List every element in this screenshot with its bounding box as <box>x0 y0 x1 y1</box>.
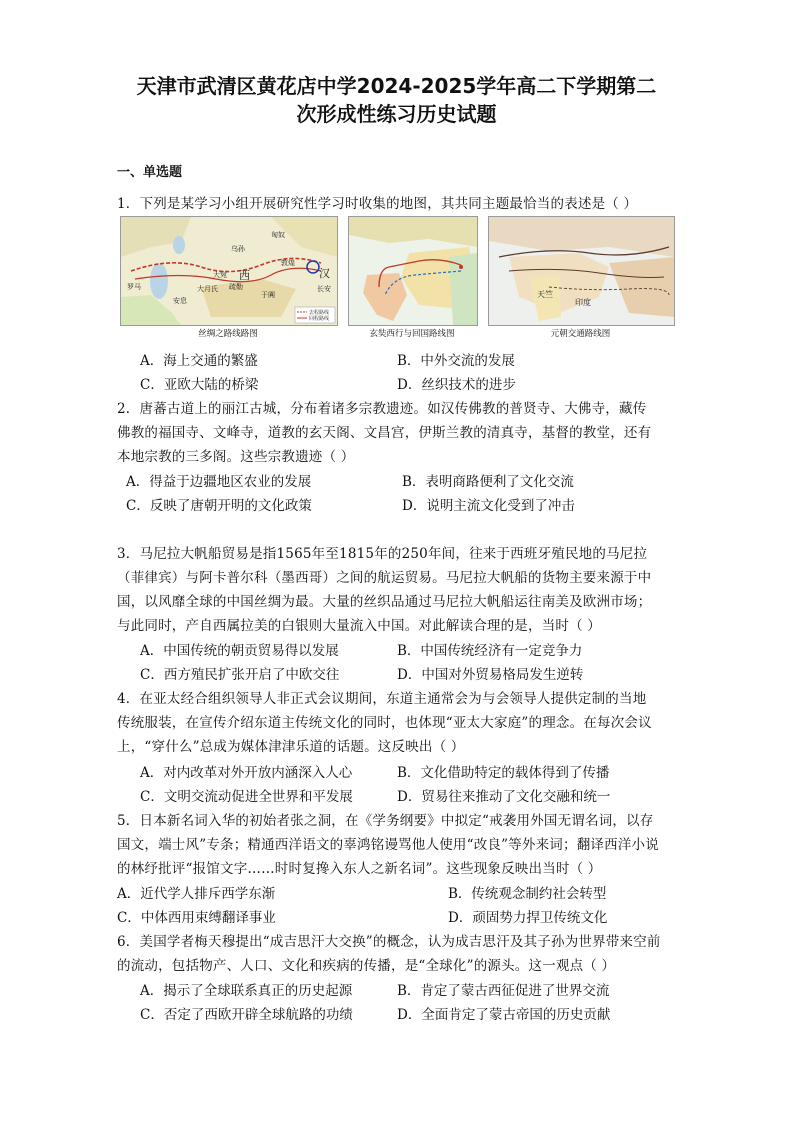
q6-option-a[interactable]: A．揭示了全球联系真正的历史起源 <box>140 983 353 999</box>
section-heading: 一、单选题 <box>117 165 183 180</box>
map3-caption: 元朝交通路线图 <box>550 329 611 339</box>
map1-legend-go: 去程路线 <box>309 310 330 316</box>
map2-caption: 玄奘西行与回国路线图 <box>369 329 455 339</box>
q2-stem-line2: 佛教的福国寺、文峰寺，道教的玄天阁、文昌宫，伊斯兰教的清真寺，基督的教堂，还有 <box>117 425 652 441</box>
yuan-traffic-map <box>488 216 675 326</box>
q2-stem-line1: 2．唐蕃古道上的丽江古城，分布着诸多宗教遗迹。如汉传佛教的普贤寺、大佛寺，藏传 <box>117 401 647 417</box>
q2-option-a[interactable]: A．得益于边疆地区农业的发展 <box>126 474 312 490</box>
q3-option-c[interactable]: C．西方殖民扩张开启了中欧交往 <box>140 667 340 683</box>
q3-stem-line3: 国，以风靡全球的中国丝绸为最。大量的丝织品通过马尼拉大帆船运往南美及欧洲市场； <box>117 594 652 610</box>
q1-option-c[interactable]: C．亚欧大陆的桥梁 <box>140 377 259 393</box>
q2-option-d[interactable]: D．说明主流文化受到了冲击 <box>402 498 575 514</box>
map1-label-dayuan: 大宛 <box>213 271 227 279</box>
q1-option-d[interactable]: D．丝织技术的进步 <box>397 377 516 393</box>
q1-option-a[interactable]: A．海上交通的繁盛 <box>140 353 258 369</box>
map1-caption: 丝绸之路线路图 <box>198 329 258 339</box>
q2-option-b[interactable]: B．表明商路便利了文化交流 <box>402 474 574 490</box>
q5-stem-line3: 的林纾批评“报馆文字……时时复搀入东人之新名词”。这些现象反映出当时（ ） <box>117 861 602 877</box>
q6-stem-line1: 6．美国学者梅天穆提出“成吉思汗大交换”的概念，认为成吉思汗及其子孙为世界带来空前 <box>117 934 661 950</box>
map1-label-changan: 长安 <box>317 285 331 293</box>
document-title-line2: 次形成性练习历史试题 <box>296 102 497 126</box>
q5-option-c[interactable]: C．中体西用束缚翻译事业 <box>117 910 276 926</box>
q2-option-c[interactable]: C．反映了唐朝开明的文化政策 <box>126 498 312 514</box>
q4-option-d[interactable]: D．贸易往来推动了文化交融和统一 <box>397 789 611 805</box>
map1-label-xiongnu: 匈奴 <box>271 231 285 239</box>
map3-label-yindu: 印度 <box>575 298 591 307</box>
q3-option-a[interactable]: A．中国传统的朝贡贸易得以发展 <box>140 643 339 659</box>
q5-stem-line2: 国文，端士风”专条；精通西洋语文的辜鸿铭谩骂他人使用“改良”等外来词；翻译西洋小说 <box>117 837 659 853</box>
q5-option-b[interactable]: B．传统观念制约社会转型 <box>448 886 607 902</box>
q6-option-b[interactable]: B．肯定了蒙古西征促进了世界交流 <box>397 983 610 999</box>
map1-label-luoma: 罗马 <box>127 283 141 291</box>
q3-option-d[interactable]: D．中国对外贸易格局发生逆转 <box>397 667 584 683</box>
q4-stem-line3: 上，“穿什么”总成为媒体津津乐道的话题。这反映出（ ） <box>117 739 465 755</box>
map1-legend-back: 回程路线 <box>309 316 330 322</box>
xuanzang-route-map <box>348 216 478 326</box>
q5-stem-line1: 5．日本新名词入华的初始者张之洞，在《学务纲要》中拟定“戒袭用外国无谓名词，以存 <box>117 813 654 829</box>
q4-stem-line1: 4．在亚太经合组织领导人非正式会议期间，东道主通常会为与会领导人提供定制的当地 <box>117 691 647 707</box>
document-title-line1: 天津市武清区黄花店中学2024-2025学年高二下学期第二 <box>136 74 657 98</box>
q6-option-d[interactable]: D．全面肯定了蒙古帝国的历史贡献 <box>397 1007 611 1023</box>
q4-option-c[interactable]: C．文明交流动促进全世界和平发展 <box>140 789 353 805</box>
map3-label-tianzhu: 天竺 <box>537 290 553 299</box>
q6-option-c[interactable]: C．否定了西欧开辟全球航路的功绩 <box>140 1007 353 1023</box>
map1-label-dunhuang: 敦煌 <box>281 259 295 267</box>
map1-label-yutian: 于阗 <box>261 291 275 299</box>
q4-stem-line2: 传统服装，在宣传介绍东道主传统文化的同时，也体现“亚太大家庭”的理念。在每次会议 <box>117 715 652 731</box>
map1-label-dayuezhi: 大月氏 <box>197 285 218 293</box>
q2-stem-line3: 本地宗教的三多阁。这些宗教遗迹（ ） <box>117 449 355 465</box>
q4-option-a[interactable]: A．对内改革对外开放内涵深入人心 <box>140 765 353 781</box>
map1-label-anxi: 安息 <box>173 297 187 305</box>
map1-label-xi: 西 <box>239 269 250 282</box>
q5-option-a[interactable]: A．近代学人排斥西学东渐 <box>117 886 276 902</box>
map1-label-shule: 疏勒 <box>229 283 243 291</box>
q5-option-d[interactable]: D．顽固势力捍卫传统文化 <box>448 910 608 926</box>
map1-label-han: 汉 <box>319 267 330 280</box>
q3-stem-line4: 与此同时，产自西属拉美的白银则大量流入中国。对此解读合理的是，当时（ ） <box>117 618 601 634</box>
q3-option-b[interactable]: B．中国传统经济有一定竞争力 <box>397 643 583 659</box>
q4-option-b[interactable]: B．文化借助特定的载体得到了传播 <box>397 765 610 781</box>
q1-option-b[interactable]: B．中外交流的发展 <box>397 353 515 369</box>
q1-stem: 1．下列是某学习小组开展研究性学习时收集的地图，其共同主题最恰当的表述是（ ） <box>117 196 638 212</box>
q3-stem-line2: （菲律宾）与阿卡普尔科（墨西哥）之间的航运贸易。马尼拉大帆船的货物主要来源于中 <box>117 570 652 586</box>
q3-stem-line1: 3．马尼拉大帆船贸易是指1565年至1815年的250年间，往来于西班牙殖民地的马尼拉 <box>117 546 648 562</box>
silk-road-map <box>120 216 338 326</box>
map1-label-wusun: 乌孙 <box>231 245 245 253</box>
q6-stem-line2: 的流动，包括物产、人口、文化和疾病的传播，是“全球化”的源头。这一观点（ ） <box>117 958 616 974</box>
